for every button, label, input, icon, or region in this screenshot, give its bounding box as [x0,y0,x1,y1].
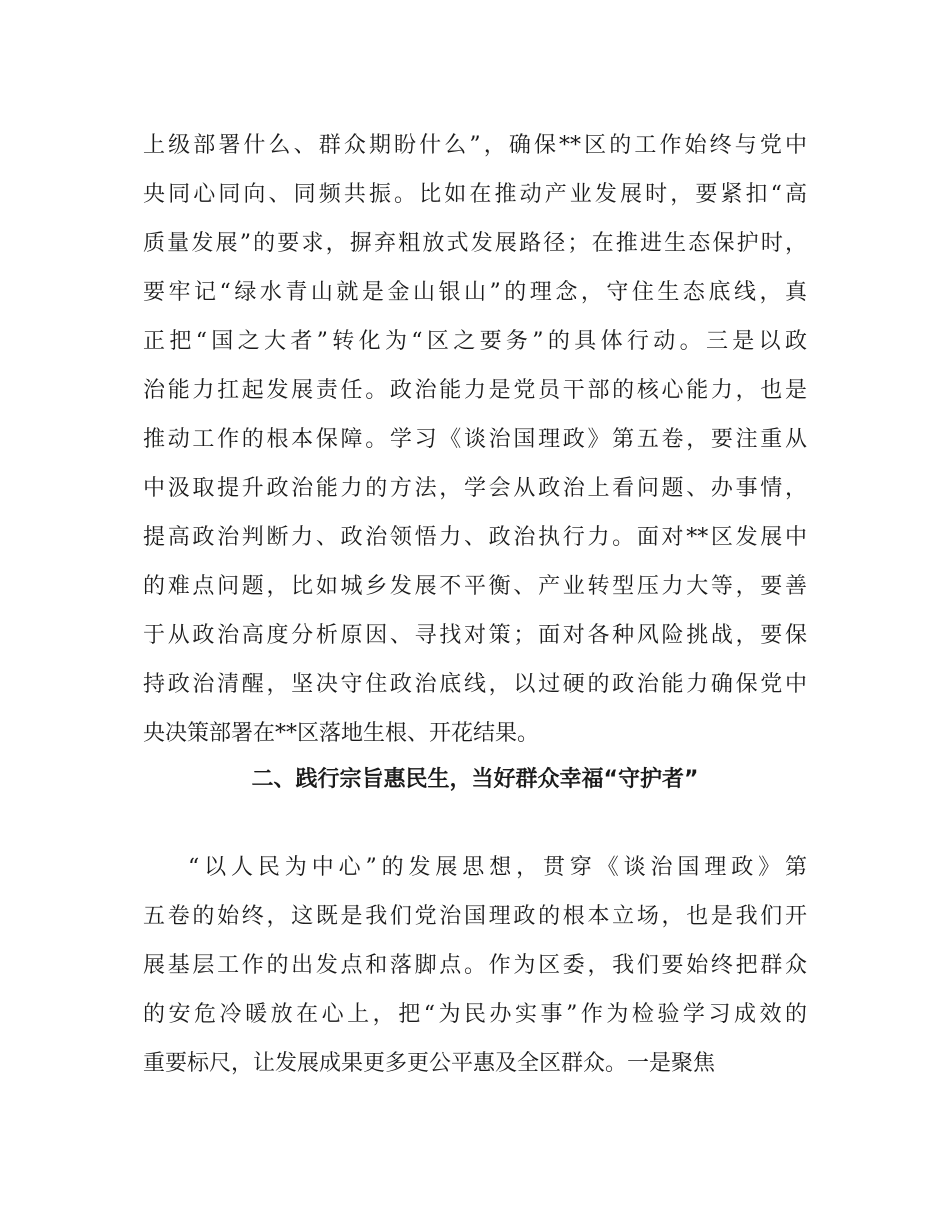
paragraph-line: 五卷的始终，这既是我们党治国理政的根本立场，也是我们开 [143,904,807,929]
paragraph-line: 正把“国之大者”转化为“区之要务”的具体行动。三是以政 [143,329,807,354]
section-heading: 二、践行宗旨惠民生，当好群众幸福“守护者” [251,767,699,792]
paragraph-line: 要牢记“绿水青山就是金山银山”的理念，守住生态底线，真 [143,280,807,305]
paragraph-last-line: 央决策部署在**区落地生根、开花结果。 [143,721,540,746]
paragraph-line: 的难点问题，比如城乡发展不平衡、产业转型压力大等，要善 [143,574,807,599]
paragraph-line: 重要标尺，让发展成果更多更公平惠及全区群众。一是聚焦 [143,1051,716,1076]
paragraph-line: 推动工作的根本保障。学习《谈治国理政》第五卷，要注重从 [143,427,807,452]
paragraph-line: 质量发展”的要求，摒弃粗放式发展路径；在推进生态保护时， [143,231,807,256]
paragraph-line: 中汲取提升政治能力的方法，学会从政治上看问题、办事情， [143,476,807,501]
paragraph-line: 的安危冷暖放在心上，把“为民办实事”作为检验学习成效的 [143,1002,807,1027]
paragraph-line: 提高政治判断力、政治领悟力、政治执行力。面对**区发展中 [143,525,807,550]
paragraph-line: 于从政治高度分析原因、寻找对策；面对各种风险挑战，要保 [143,623,807,648]
paragraph-first-line: “以人民为中心”的发展思想，贯穿《谈治国理政》第 [188,855,807,880]
paragraph-line: 央同心同向、同频共振。比如在推动产业发展时，要紧扣“高 [143,182,807,207]
paragraph-line: 持政治清醒，坚决守住政治底线，以过硬的政治能力确保党中 [143,672,807,697]
paragraph-line: 展基层工作的出发点和落脚点。作为区委，我们要始终把群众 [143,953,807,978]
paragraph-line: 治能力扛起发展责任。政治能力是党员干部的核心能力，也是 [143,378,807,403]
paragraph-line: 上级部署什么、群众期盼什么”，确保**区的工作始终与党中 [143,133,807,158]
